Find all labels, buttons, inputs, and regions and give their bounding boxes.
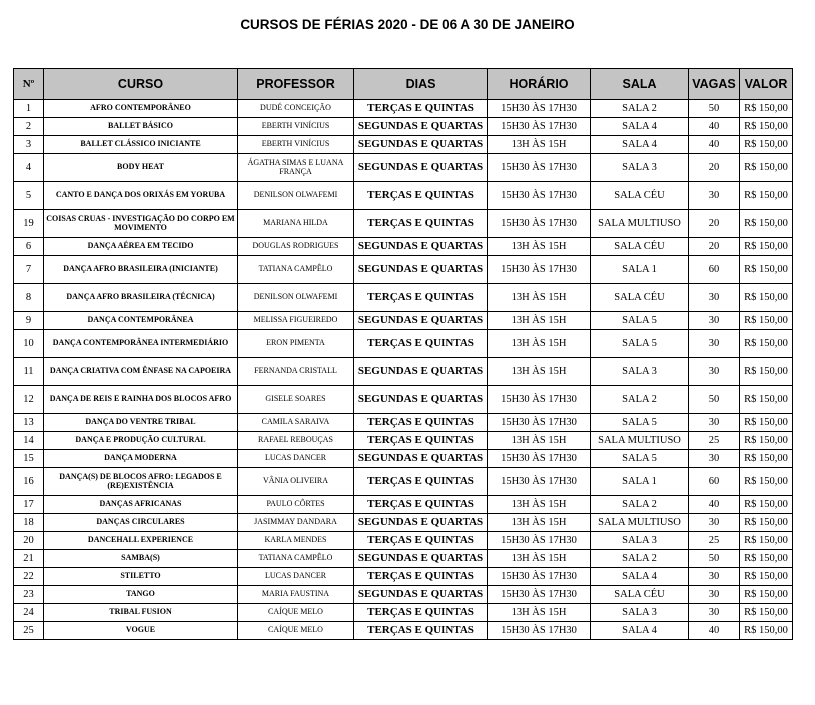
cell-dias: SEGUNDAS E QUARTAS [354,312,488,330]
cell-professor: ÁGATHA SIMAS E LUANA FRANÇA [238,154,354,182]
cell-valor: R$ 150,00 [740,154,793,182]
cell-num: 4 [14,154,44,182]
cell-num: 17 [14,496,44,514]
cell-horario: 13H ÀS 15H [488,238,591,256]
cell-curso: CANTO E DANÇA DOS ORIXÁS EM YORUBA [44,182,238,210]
cell-horario: 15H30 ÀS 17H30 [488,622,591,640]
cell-vagas: 30 [689,586,740,604]
cell-sala: SALA 2 [591,496,689,514]
table-row [14,100,793,118]
cell-num: 7 [14,256,44,284]
cell-dias: SEGUNDAS E QUARTAS [354,586,488,604]
table-row [14,604,793,622]
cell-professor: DUDÉ CONCEIÇÃO [238,100,354,118]
cell-horario: 13H ÀS 15H [488,496,591,514]
cell-dias: SEGUNDAS E QUARTAS [354,358,488,386]
cell-curso: DANÇAS CIRCULARES [44,514,238,532]
cell-dias: TERÇAS E QUINTAS [354,182,488,210]
table-row [14,284,793,312]
cell-professor: MARIA FAUSTINA [238,586,354,604]
cell-vagas: 30 [689,514,740,532]
cell-num: 14 [14,432,44,450]
cell-vagas: 60 [689,256,740,284]
cell-horario: 13H ÀS 15H [488,330,591,358]
cell-dias: SEGUNDAS E QUARTAS [354,550,488,568]
page-title: CURSOS DE FÉRIAS 2020 - DE 06 A 30 DE JANEIRO [240,17,575,32]
cell-valor: R$ 150,00 [740,256,793,284]
cell-horario: 13H ÀS 15H [488,284,591,312]
cell-sala: SALA 4 [591,118,689,136]
cell-num: 8 [14,284,44,312]
table-row [14,238,793,256]
cell-horario: 15H30 ÀS 17H30 [488,210,591,238]
cell-horario: 15H30 ÀS 17H30 [488,586,591,604]
cell-valor: R$ 150,00 [740,414,793,432]
cell-dias: TERÇAS E QUINTAS [354,100,488,118]
cell-vagas: 40 [689,496,740,514]
cell-dias: TERÇAS E QUINTAS [354,330,488,358]
cell-horario: 15H30 ÀS 17H30 [488,182,591,210]
cell-sala: SALA 4 [591,136,689,154]
cell-valor: R$ 150,00 [740,210,793,238]
table-row [14,358,793,386]
cell-curso: TANGO [44,586,238,604]
cell-horario: 13H ÀS 15H [488,136,591,154]
cell-num: 16 [14,468,44,496]
table-row [14,210,793,238]
table-row [14,586,793,604]
cell-vagas: 40 [689,622,740,640]
cell-valor: R$ 150,00 [740,358,793,386]
cell-professor: CAMILA SARAIVA [238,414,354,432]
cell-valor: R$ 150,00 [740,604,793,622]
cell-valor: R$ 150,00 [740,622,793,640]
table-row [14,182,793,210]
cell-valor: R$ 150,00 [740,118,793,136]
cell-sala: SALA 3 [591,532,689,550]
cell-curso: TRIBAL FUSION [44,604,238,622]
cell-horario: 15H30 ÀS 17H30 [488,118,591,136]
cell-dias: SEGUNDAS E QUARTAS [354,256,488,284]
cell-sala: SALA CÉU [591,238,689,256]
cell-dias: TERÇAS E QUINTAS [354,414,488,432]
cell-professor: LUCAS DANCER [238,450,354,468]
cell-curso: DANÇA E PRODUÇÃO CULTURAL [44,432,238,450]
cell-sala: SALA 3 [591,358,689,386]
cell-vagas: 30 [689,568,740,586]
table-row [14,154,793,182]
cell-sala: SALA 5 [591,312,689,330]
cell-sala: SALA 3 [591,154,689,182]
cell-num: 9 [14,312,44,330]
cell-dias: TERÇAS E QUINTAS [354,210,488,238]
cell-professor: RAFAEL REBOUÇAS [238,432,354,450]
cell-sala: SALA CÉU [591,284,689,312]
cell-vagas: 25 [689,532,740,550]
table-row [14,550,793,568]
cell-num: 20 [14,532,44,550]
cell-curso: AFRO CONTEMPORÂNEO [44,100,238,118]
table-row [14,622,793,640]
cell-curso: DANCEHALL EXPERIENCE [44,532,238,550]
table-row [14,514,793,532]
cell-dias: SEGUNDAS E QUARTAS [354,386,488,414]
cell-sala: SALA 2 [591,100,689,118]
cell-professor: GISELE SOARES [238,386,354,414]
cell-horario: 15H30 ÀS 17H30 [488,100,591,118]
table-row [14,330,793,358]
cell-curso: DANÇA CONTEMPORÂNEA [44,312,238,330]
cell-dias: TERÇAS E QUINTAS [354,468,488,496]
cell-dias: TERÇAS E QUINTAS [354,284,488,312]
cell-dias: TERÇAS E QUINTAS [354,496,488,514]
cell-horario: 15H30 ÀS 17H30 [488,468,591,496]
cell-dias: SEGUNDAS E QUARTAS [354,154,488,182]
cell-vagas: 30 [689,450,740,468]
cell-vagas: 50 [689,100,740,118]
cell-professor: TATIANA CAMPÊLO [238,550,354,568]
col-header-vagas: VAGAS [689,69,740,100]
cell-sala: SALA 1 [591,468,689,496]
cell-num: 5 [14,182,44,210]
col-header-professor: PROFESSOR [238,69,354,100]
cell-dias: TERÇAS E QUINTAS [354,432,488,450]
cell-valor: R$ 150,00 [740,238,793,256]
cell-valor: R$ 150,00 [740,532,793,550]
cell-curso: BALLET BÁSICO [44,118,238,136]
table-row [14,568,793,586]
cell-dias: SEGUNDAS E QUARTAS [354,238,488,256]
cell-professor: DOUGLAS RODRIGUES [238,238,354,256]
cell-dias: SEGUNDAS E QUARTAS [354,514,488,532]
cell-professor: LUCAS DANCER [238,568,354,586]
cell-sala: SALA 1 [591,256,689,284]
table-row [14,136,793,154]
cell-valor: R$ 150,00 [740,312,793,330]
cell-vagas: 40 [689,136,740,154]
cell-curso: VOGUE [44,622,238,640]
cell-horario: 15H30 ÀS 17H30 [488,256,591,284]
cell-num: 1 [14,100,44,118]
cell-vagas: 30 [689,312,740,330]
cell-valor: R$ 150,00 [740,550,793,568]
cell-professor: EBERTH VINÍCIUS [238,118,354,136]
cell-num: 25 [14,622,44,640]
col-header-dias: DIAS [354,69,488,100]
cell-professor: ERON PIMENTA [238,330,354,358]
cell-vagas: 30 [689,604,740,622]
cell-valor: R$ 150,00 [740,386,793,414]
cell-valor: R$ 150,00 [740,100,793,118]
cell-curso: DANÇA AÉREA EM TECIDO [44,238,238,256]
cell-sala: SALA 4 [591,568,689,586]
cell-horario: 13H ÀS 15H [488,358,591,386]
cell-sala: SALA 5 [591,330,689,358]
cell-curso: DANÇA AFRO BRASILEIRA (TÉCNICA) [44,284,238,312]
cell-vagas: 20 [689,238,740,256]
cell-valor: R$ 150,00 [740,330,793,358]
cell-num: 22 [14,568,44,586]
cell-professor: KARLA MENDES [238,532,354,550]
cell-horario: 13H ÀS 15H [488,550,591,568]
cell-professor: PAULO CÔRTES [238,496,354,514]
cell-valor: R$ 150,00 [740,468,793,496]
courses-table [13,68,793,640]
table-row [14,496,793,514]
cell-vagas: 50 [689,550,740,568]
col-header-sala: SALA [591,69,689,100]
cell-curso: DANÇA CRIATIVA COM ÊNFASE NA CAPOEIRA [44,358,238,386]
cell-vagas: 30 [689,330,740,358]
table-row [14,468,793,496]
cell-num: 24 [14,604,44,622]
cell-num: 18 [14,514,44,532]
table-row [14,432,793,450]
cell-professor: CAÍQUE MELO [238,604,354,622]
cell-curso: DANÇA AFRO BRASILEIRA (INICIANTE) [44,256,238,284]
cell-sala: SALA 5 [591,450,689,468]
table-row [14,532,793,550]
cell-valor: R$ 150,00 [740,586,793,604]
cell-vagas: 25 [689,432,740,450]
col-header-horario: HORÁRIO [488,69,591,100]
cell-curso: DANÇA DE REIS E RAINHA DOS BLOCOS AFRO [44,386,238,414]
cell-horario: 15H30 ÀS 17H30 [488,568,591,586]
cell-horario: 13H ÀS 15H [488,514,591,532]
cell-num: 21 [14,550,44,568]
cell-sala: SALA 4 [591,622,689,640]
cell-num: 13 [14,414,44,432]
cell-valor: R$ 150,00 [740,568,793,586]
cell-curso: COISAS CRUAS - INVESTIGAÇÃO DO CORPO EM MOVIMENTO [44,210,238,238]
cell-num: 19 [14,210,44,238]
cell-curso: DANÇA CONTEMPORÂNEA INTERMEDIÁRIO [44,330,238,358]
cell-horario: 15H30 ÀS 17H30 [488,414,591,432]
cell-num: 11 [14,358,44,386]
cell-curso: DANÇA MODERNA [44,450,238,468]
cell-valor: R$ 150,00 [740,450,793,468]
cell-sala: SALA 2 [591,550,689,568]
cell-num: 10 [14,330,44,358]
cell-vagas: 60 [689,468,740,496]
cell-sala: SALA MULTIUSO [591,210,689,238]
cell-curso: SAMBA(S) [44,550,238,568]
cell-sala: SALA MULTIUSO [591,432,689,450]
cell-horario: 13H ÀS 15H [488,312,591,330]
cell-professor: DENILSON OLWAFEMI [238,284,354,312]
cell-vagas: 30 [689,182,740,210]
cell-num: 6 [14,238,44,256]
cell-vagas: 30 [689,284,740,312]
cell-dias: TERÇAS E QUINTAS [354,604,488,622]
table-row [14,312,793,330]
cell-valor: R$ 150,00 [740,136,793,154]
cell-professor: FERNANDA CRISTALL [238,358,354,386]
cell-horario: 13H ÀS 15H [488,432,591,450]
cell-dias: TERÇAS E QUINTAS [354,568,488,586]
cell-vagas: 20 [689,154,740,182]
cell-vagas: 40 [689,118,740,136]
cell-professor: MARIANA HILDA [238,210,354,238]
cell-professor: TATIANA CAMPÊLO [238,256,354,284]
cell-sala: SALA MULTIUSO [591,514,689,532]
cell-professor: EBERTH VINÍCIUS [238,136,354,154]
table-row [14,386,793,414]
cell-vagas: 50 [689,386,740,414]
cell-sala: SALA CÉU [591,182,689,210]
cell-curso: BALLET CLÁSSICO INICIANTE [44,136,238,154]
cell-vagas: 20 [689,210,740,238]
cell-vagas: 30 [689,358,740,386]
cell-horario: 15H30 ÀS 17H30 [488,154,591,182]
cell-valor: R$ 150,00 [740,432,793,450]
col-header-valor: VALOR [740,69,793,100]
cell-valor: R$ 150,00 [740,514,793,532]
cell-num: 3 [14,136,44,154]
cell-curso: BODY HEAT [44,154,238,182]
cell-horario: 15H30 ÀS 17H30 [488,532,591,550]
cell-vagas: 30 [689,414,740,432]
cell-professor: JASIMMAY DANDARA [238,514,354,532]
cell-sala: SALA 5 [591,414,689,432]
cell-horario: 13H ÀS 15H [488,604,591,622]
col-header-num: Nº [14,69,44,100]
cell-professor: DENILSON OLWAFEMI [238,182,354,210]
cell-dias: SEGUNDAS E QUARTAS [354,450,488,468]
cell-dias: SEGUNDAS E QUARTAS [354,118,488,136]
cell-sala: SALA CÉU [591,586,689,604]
cell-curso: DANÇAS AFRICANAS [44,496,238,514]
cell-professor: VÂNIA OLIVEIRA [238,468,354,496]
table-body [14,100,793,640]
cell-curso: STILETTO [44,568,238,586]
cell-num: 12 [14,386,44,414]
cell-dias: SEGUNDAS E QUARTAS [354,136,488,154]
table-row [14,414,793,432]
cell-professor: CAÍQUE MELO [238,622,354,640]
cell-valor: R$ 150,00 [740,284,793,312]
cell-professor: MELISSA FIGUEIREDO [238,312,354,330]
cell-horario: 15H30 ÀS 17H30 [488,450,591,468]
table-header-row [14,69,793,100]
cell-num: 23 [14,586,44,604]
cell-curso: DANÇA DO VENTRE TRIBAL [44,414,238,432]
cell-valor: R$ 150,00 [740,496,793,514]
cell-curso: DANÇA(S) DE BLOCOS AFRO: LEGADOS E (RE)EXISTÊNCIA [44,468,238,496]
cell-num: 2 [14,118,44,136]
cell-sala: SALA 2 [591,386,689,414]
table-row [14,450,793,468]
table-row [14,256,793,284]
cell-valor: R$ 150,00 [740,182,793,210]
col-header-curso: CURSO [44,69,238,100]
cell-horario: 15H30 ÀS 17H30 [488,386,591,414]
cell-dias: TERÇAS E QUINTAS [354,622,488,640]
cell-sala: SALA 3 [591,604,689,622]
cell-dias: TERÇAS E QUINTAS [354,532,488,550]
cell-num: 15 [14,450,44,468]
table-row [14,118,793,136]
